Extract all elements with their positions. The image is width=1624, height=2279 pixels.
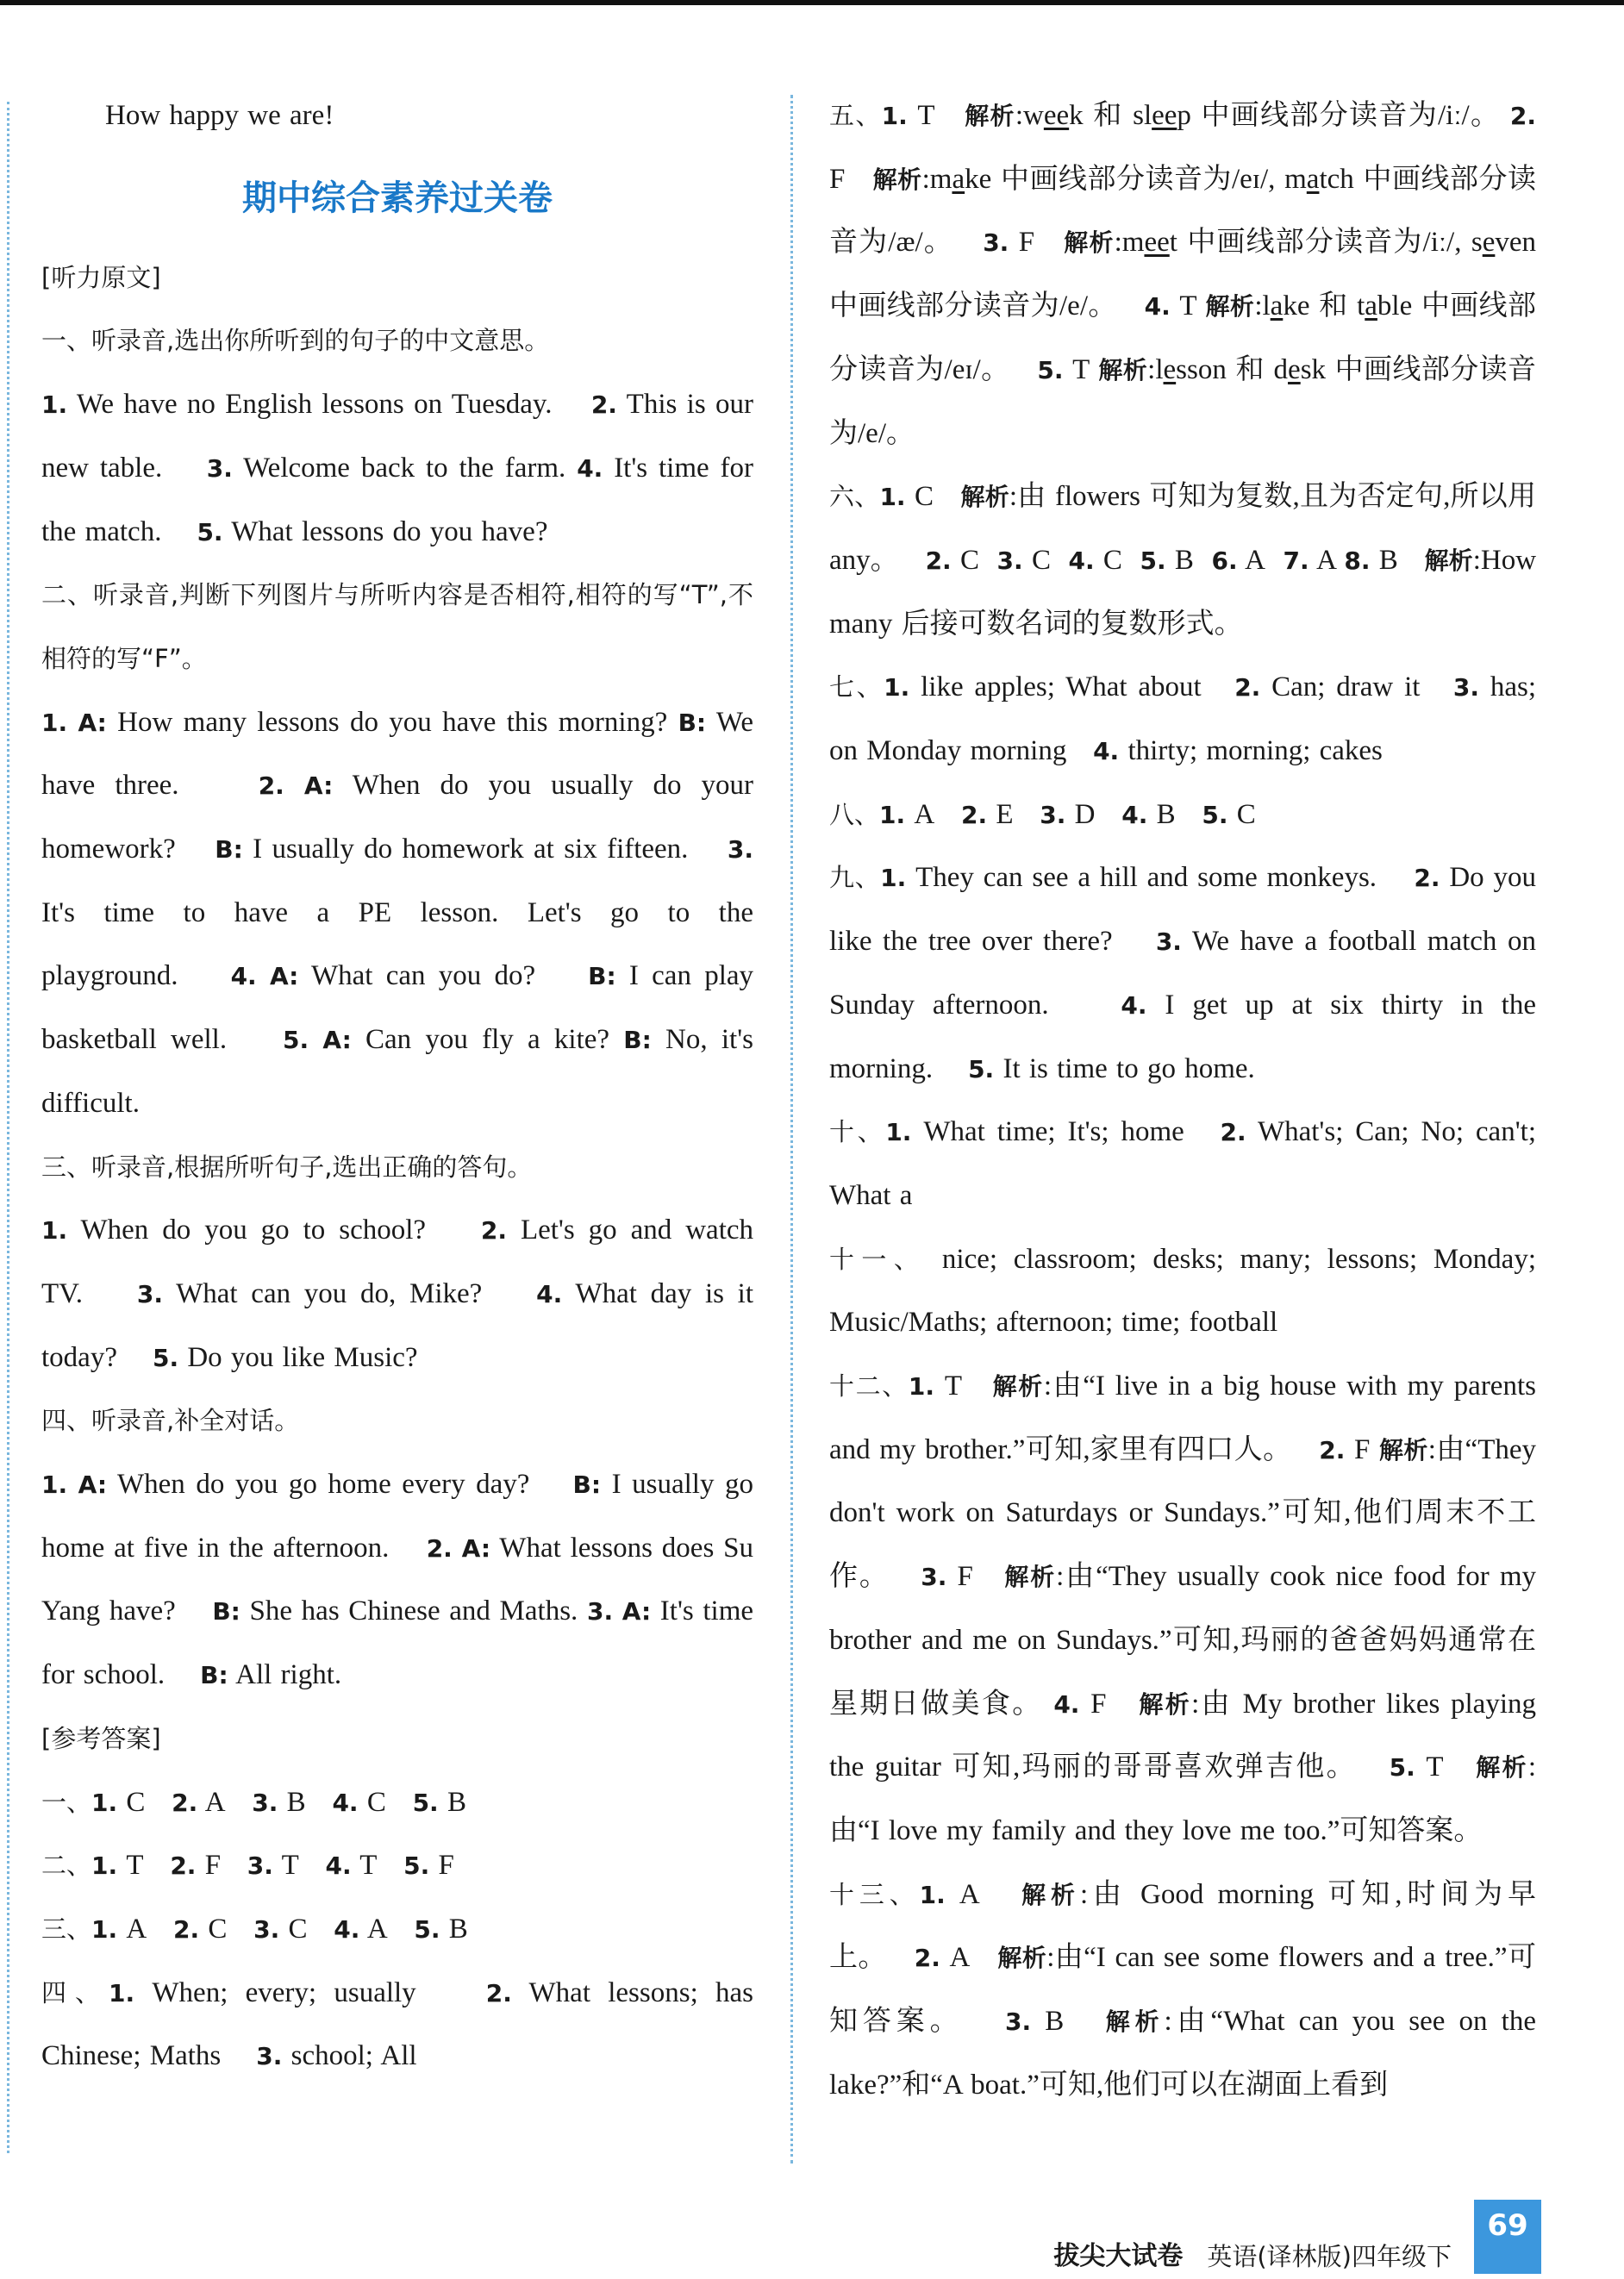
section-heading-3: 三、听录音,根据所听句子,选出正确的答句。 <box>41 1152 533 1182</box>
paragraph-listening-1: 1. We have no English lessons on Tuesday. 2. This is our new table. 3. Welcome back to the farm. 4. It's time for the match. 5. What lessons do you have? <box>41 389 754 547</box>
paragraph-listening-4: 1. A: When do you go home every day? B: I usually go home at five in the afternoon. 2. A: What lessons does Su Yang have? B: She has Chinese and Maths. 3. A: It's time for school. B: All right. <box>41 1469 754 1691</box>
page-number: 69 <box>1474 2200 1541 2274</box>
answer-row-3: 三、1. A 2. C 3. C 4. A 5. B <box>41 1913 468 1945</box>
answer-section-8: 八、1. A 2. E 3. D 4. B 5. C <box>829 798 1256 830</box>
answer-row-4: 四、1. When; every; usually 2. What lessons; has Chinese; Maths 3. school; All <box>41 1976 754 2072</box>
paragraph-listening-3: 1. When do you go to school? 2. Let's go and watch TV. 3. What can you do, Mike? 4. What day is it today? 5. Do you like Music? <box>41 1214 754 1373</box>
answer-row-1: 一、1. C 2. A 3. B 4. C 5. B <box>41 1786 466 1818</box>
section-label-answers: [参考答案] <box>41 1723 161 1753</box>
answer-section-13: 十三、1. A 解析:由 Good morning 可知,时间为早上。 2. A 解析:由“I can see some flowers and a tree.”可知答案。 3. B 解析:由“What can you see on the lake?”和“A boat.”可知,他们可以在湖面上看到 <box>829 1878 1536 2101</box>
page-footer <box>1053 2200 1541 2274</box>
section-heading-4: 四、听录音,补全对话。 <box>41 1406 300 1436</box>
text-line: How happy we are! <box>105 100 334 131</box>
section-heading-2: 二、听录音,判断下列图片与所听内容是否相符,相符的写“T”,不相符的写“F”。 <box>41 580 753 673</box>
answer-section-9: 九、1. They can see a hill and some monkeys. 2. Do you like the tree over there? 3. We have a football match on Sunday afternoon. 4. I get up at six thirty in the morning. 5. It is time to go home. <box>829 862 1537 1084</box>
footer-subject: 英语(译林版)四年级下 <box>1207 2242 1452 2271</box>
answer-section-6: 六、1. C 解析:由 flowers 可知为复数,且为否定句,所以用 any。 2. C 3. C 4. C 5. B 6. A 7. A 8. B 解析:How many 后接可数名词的复数形式。 <box>829 481 1537 640</box>
column-divider <box>790 95 793 2163</box>
answer-section-7: 七、1. like apples; What about 2. Can; draw it 3. has; on Monday morning 4. thirty; morning; cakes <box>829 671 1536 767</box>
answer-section-5: 五、1. T 解析:week 和 sleep 中画线部分读音为/iː/。 2. F 解析:make 中画线部分读音为/eɪ/, match 中画线部分读音为/æ/。 3. F 解析:meet 中画线部分读音为/iː/, seven 中画线部分读音为/e/。 4. T 解析:lake 和 table 中画线部分读音为/eɪ/。 5. T 解析:lesson 和 desk 中画线部分读音为/e/。 <box>829 100 1537 449</box>
answer-row-2: 二、1. T 2. F 3. T 4. T 5. F <box>41 1850 454 1882</box>
answer-section-12: 十二、1. T 解析:由“I live in a big house with my parents and my brother.”可知,家里有四口人。 2. F 解析:由“They don't work on Saturdays or Sundays.”可知,他们周末不工作。 3. F 解析:由“They usually cook nice food for my brother and me on Sundays.”可知,玛丽的爸爸妈妈通常在星期日做美食。 4. F 解析:由 My brother likes playing the guitar 可知,玛丽的哥哥喜欢弹吉他。 5. T 解析:由“I love my family and they love me too.”可知答案。 <box>829 1371 1537 1846</box>
left-margin-rule <box>7 102 9 2153</box>
top-rule <box>0 0 1624 5</box>
page-title: 期中综合素养过关卷 <box>242 178 553 218</box>
section-heading-1: 一、听录音,选出你所听到的句子的中文意思。 <box>41 326 550 356</box>
left-column <box>41 84 753 2089</box>
answer-section-11: 十一、 nice; classroom; desks; many; lessons; Monday; Music/Maths; afternoon; time; football <box>829 1243 1536 1339</box>
answer-section-10: 十、1. What time; It's; home 2. What's; Can; No; can't; What a <box>829 1116 1536 1211</box>
right-column <box>829 84 1536 2118</box>
section-label-listening: [听力原文] <box>41 262 161 292</box>
footer-brand: 拔尖大试卷 <box>1053 2241 1184 2271</box>
paragraph-listening-2: 1. A: How many lessons do you have this morning? B: We have three. 2. A: When do you usually do your homework? B: I usually do homework at six fifteen. 3. It's time to have a PE lesson. Let's go to the playground. 4. A: What can you do? B: I can play basketball well. 5. A: Can you fly a kite? B: No, it's difficult. <box>41 706 754 1119</box>
